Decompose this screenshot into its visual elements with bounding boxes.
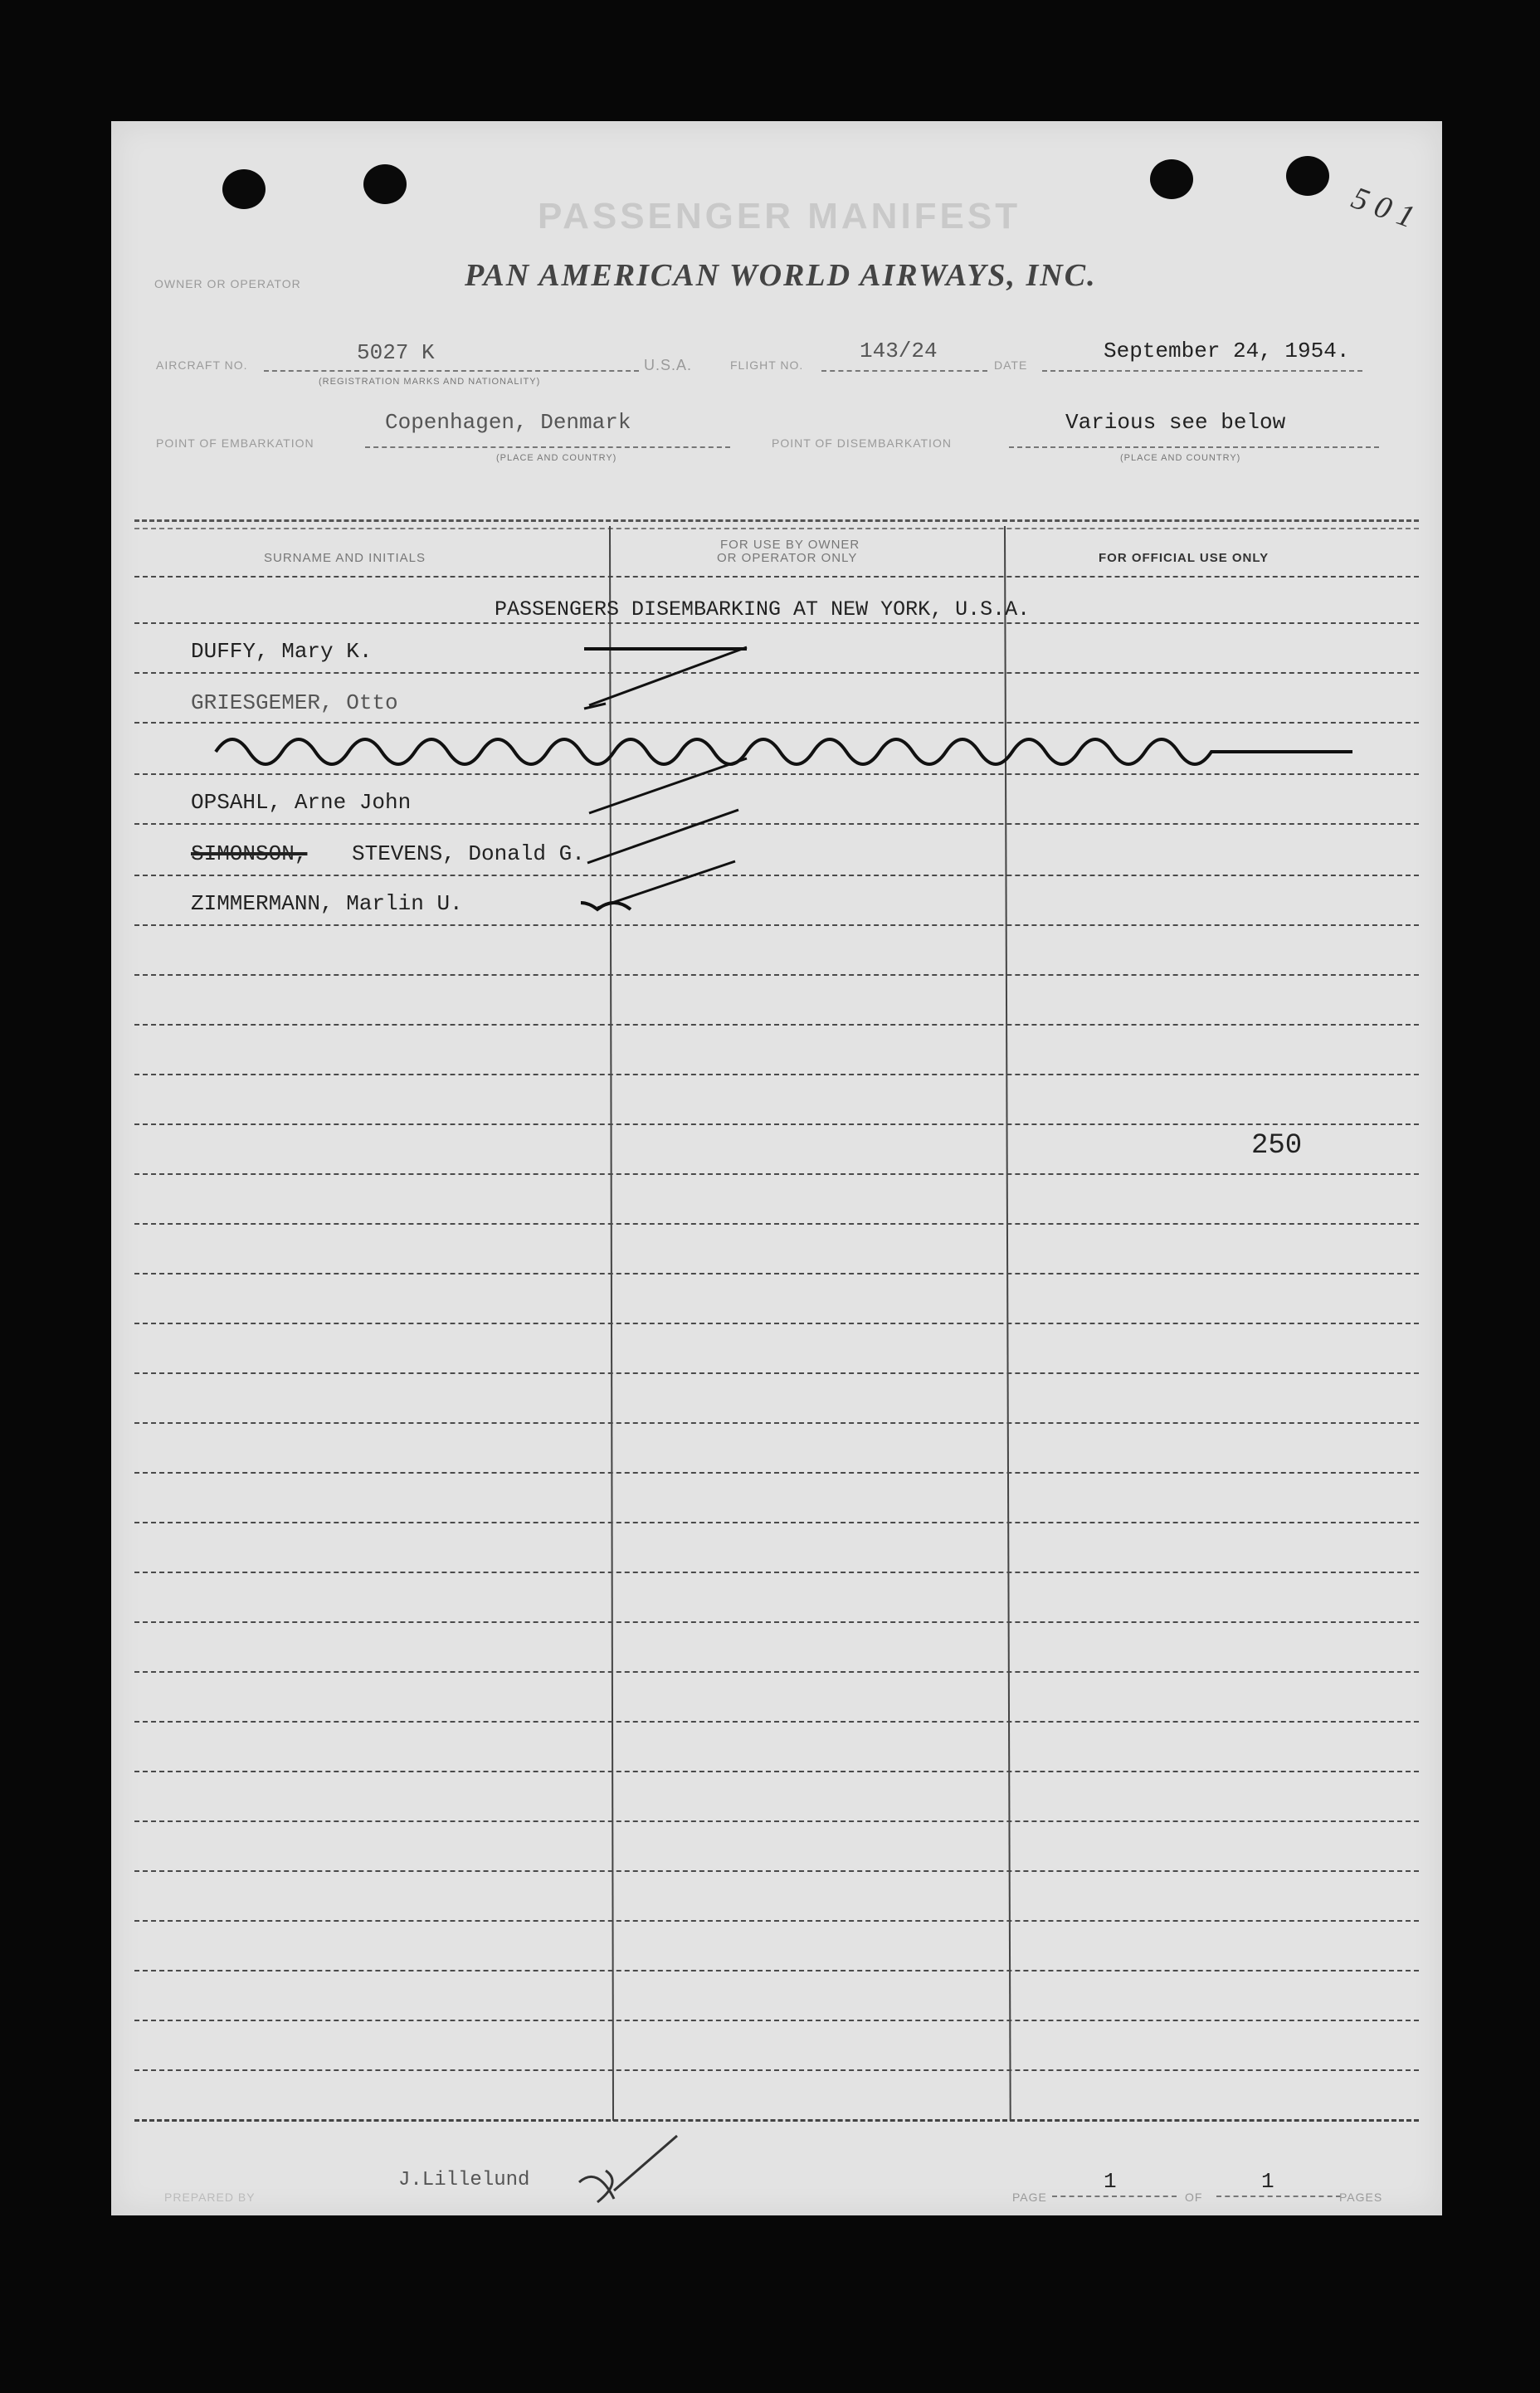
punch-hole	[222, 169, 266, 209]
operator-check-marks	[581, 639, 780, 921]
passenger-name: DUFFY, Mary K.	[191, 639, 373, 664]
official-note: 250	[1251, 1130, 1303, 1162]
manifest-sheet	[111, 121, 1442, 2215]
aircraft-number: 5027 K	[357, 340, 435, 365]
cancellation-wave	[207, 727, 1369, 777]
prepared-by-name: J.Lillelund	[398, 2169, 530, 2191]
disembarkation-label: POINT OF DISEMBARKATION	[772, 436, 952, 450]
section-heading: PASSENGERS DISEMBARKING AT NEW YORK, U.S.A.	[495, 597, 1031, 621]
corner-note: 501	[1347, 180, 1427, 238]
flight-date: September 24, 1954.	[1104, 339, 1350, 363]
pages-label: PAGES	[1339, 2191, 1383, 2204]
owner-label: OWNER OR OPERATOR	[154, 277, 301, 290]
registration-caption: (REGISTRATION MARKS AND NATIONALITY)	[319, 377, 541, 387]
signature-mark	[573, 2132, 689, 2207]
page-number: 1	[1104, 2169, 1117, 2194]
disembarkation-caption: (PLACE AND COUNTRY)	[1120, 453, 1241, 463]
page-label: PAGE	[1012, 2191, 1047, 2204]
aircraft-label: AIRCRAFT NO.	[156, 358, 248, 372]
prepared-by-label: PREPARED BY	[164, 2191, 256, 2204]
col-surname: SURNAME AND INITIALS	[264, 551, 426, 565]
col-operator-line1: FOR USE BY OWNER	[720, 538, 860, 552]
embarkation-place: Copenhagen, Denmark	[385, 410, 631, 435]
nationality: U.S.A.	[644, 357, 693, 373]
passenger-name: STEVENS, Donald G.	[352, 841, 585, 866]
disembarkation-place: Various see below	[1065, 410, 1286, 435]
col-operator-line2: OR OPERATOR ONLY	[717, 551, 858, 565]
manifest-title: PASSENGER MANIFEST	[538, 196, 1021, 236]
passenger-struck-name: SIMONSON,	[191, 841, 308, 866]
owner-name: PAN AMERICAN WORLD AIRWAYS, INC.	[465, 258, 1097, 293]
punch-hole	[363, 164, 407, 204]
flight-number: 143/24	[860, 339, 938, 363]
flight-label: FLIGHT NO.	[730, 358, 804, 372]
of-label: OF	[1185, 2191, 1203, 2204]
date-label: DATE	[994, 358, 1028, 372]
embarkation-caption: (PLACE AND COUNTRY)	[496, 453, 617, 463]
punch-hole	[1286, 156, 1329, 196]
passenger-name: ZIMMERMANN, Marlin U.	[191, 891, 463, 916]
embarkation-label: POINT OF EMBARKATION	[156, 436, 314, 450]
punch-hole	[1150, 159, 1193, 199]
pages-total: 1	[1261, 2169, 1274, 2194]
col-official: FOR OFFICIAL USE ONLY	[1099, 551, 1270, 565]
passenger-name: OPSAHL, Arne John	[191, 790, 412, 815]
passenger-name: GRIESGEMER, Otto	[191, 690, 398, 715]
